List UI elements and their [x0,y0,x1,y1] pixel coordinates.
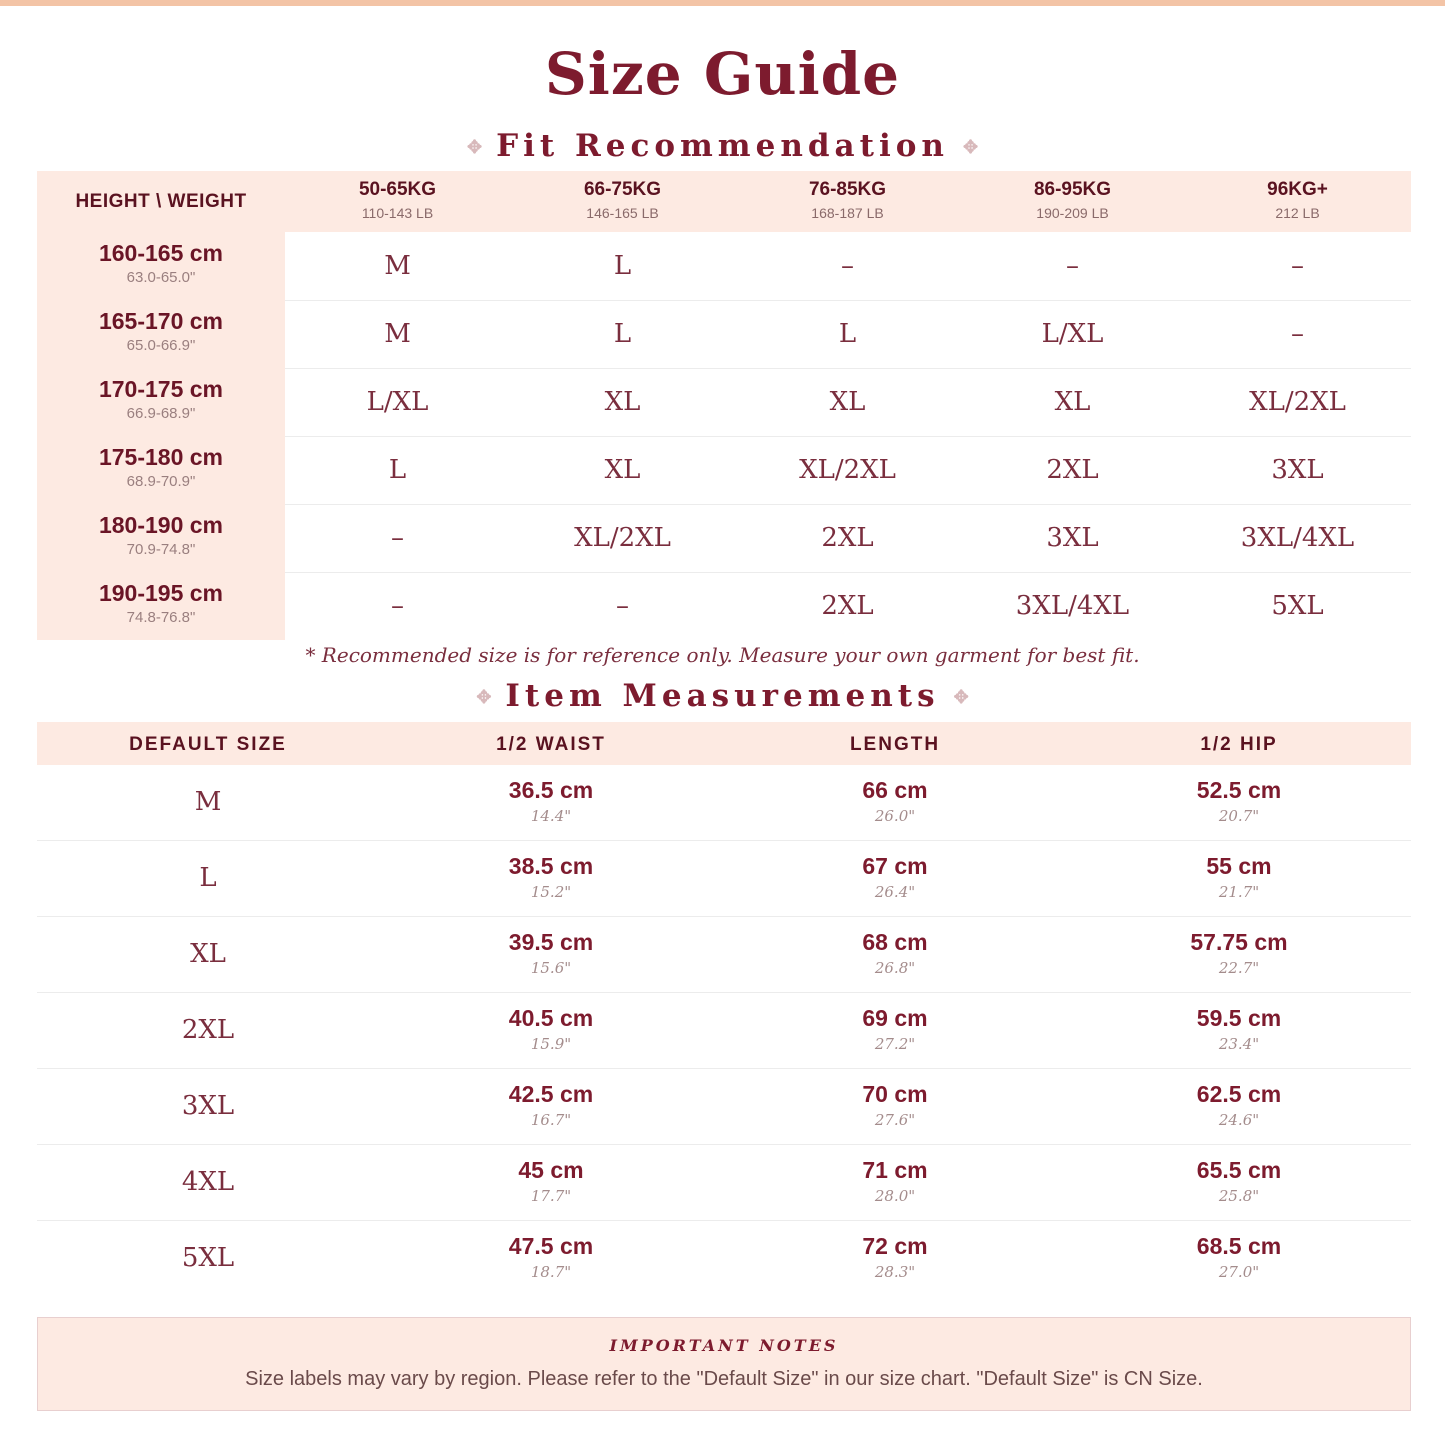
fit-row [37,504,1411,573]
height-weight-label: HEIGHT \ WEIGHT [75,191,247,212]
weight-kg: 66-75KG [583,179,662,200]
waist-cm: 40.5 cm [508,1005,594,1031]
size-label: 5XL [181,1243,235,1273]
length-cell [723,929,1067,977]
column-header: DEFAULT SIZE [129,734,287,755]
size-cell: XL [1054,387,1091,417]
waist-in: 14.4" [530,807,572,825]
height-cell [37,300,285,368]
table-row [37,993,1411,1069]
hip-in: 22.7" [1218,959,1260,977]
weight-column-header [510,179,735,221]
size-cell: XL/2XL [574,523,671,553]
waist-cm: 45 cm [518,1157,584,1183]
length-cell [723,853,1067,901]
size-cell: L [613,251,632,281]
weight-kg: 76-85KG [808,179,887,200]
waist-in: 15.9" [530,1035,572,1053]
table-row [37,765,1411,841]
column-header: LENGTH [849,734,941,755]
size-cell: 2XL [821,591,874,621]
hip-in: 24.6" [1218,1111,1260,1129]
size-cell: M [384,251,411,281]
height-cell [37,232,285,300]
waist-cm: 38.5 cm [508,853,594,879]
height-cm: 190-195 cm [98,580,224,606]
waist-cell [379,1005,723,1053]
waist-in: 18.7" [530,1263,572,1281]
ornament-icon: ✥ [466,137,483,158]
size-cell: 3XL [1046,523,1099,553]
size-cell: – [616,591,629,621]
size-cell: – [1291,319,1304,349]
weight-column-header [1185,179,1410,221]
height-cell [37,572,285,640]
height-cm: 170-175 cm [98,376,224,402]
weight-lb: 146-165 LB [586,205,659,221]
weight-column-header [735,179,960,221]
size-label: M [194,787,222,817]
height-cell [37,436,285,504]
table-row [37,1221,1411,1296]
size-cell: 2XL [821,523,874,553]
waist-cell [379,1157,723,1205]
fit-row [37,572,1411,640]
size-cell: XL/2XL [799,455,896,485]
hip-cm: 68.5 cm [1196,1233,1282,1259]
weight-kg: 86-95KG [1033,179,1112,200]
important-notes-box [37,1317,1411,1411]
hip-cell [1067,929,1411,977]
column-header: 1/2 HIP [1200,734,1278,755]
hip-in: 23.4" [1218,1035,1260,1053]
size-label: XL [190,939,226,969]
waist-in: 15.6" [530,959,572,977]
hip-in: 25.8" [1218,1187,1260,1205]
fit-heading-text: Fit Recommendation [496,128,949,164]
size-cell: M [384,319,411,349]
hip-cell [1067,777,1411,825]
length-cm: 72 cm [862,1233,928,1259]
height-cell [37,368,285,436]
waist-in: 15.2" [530,883,572,901]
length-cell [723,1081,1067,1129]
waist-cell [379,929,723,977]
length-cm: 67 cm [862,853,928,879]
table-row [37,1069,1411,1145]
weight-kg: 50-65KG [358,179,437,200]
height-cm: 165-170 cm [98,308,224,334]
weight-kg: 96KG+ [1267,179,1328,200]
fit-row [37,436,1411,505]
measurements-header [37,722,1411,765]
hip-in: 27.0" [1218,1263,1260,1281]
height-in: 63.0-65.0" [126,269,196,286]
length-cm: 69 cm [862,1005,928,1031]
waist-cm: 36.5 cm [508,777,594,803]
waist-cell [379,1081,723,1129]
waist-cm: 42.5 cm [508,1081,594,1107]
height-cm: 160-165 cm [98,240,224,266]
length-in: 27.6" [874,1111,916,1129]
size-cell: 2XL [1046,455,1099,485]
length-cell [723,777,1067,825]
hip-cell [1067,853,1411,901]
length-in: 26.8" [874,959,916,977]
length-cm: 66 cm [862,777,928,803]
size-label: L [199,863,217,893]
length-cm: 68 cm [862,929,928,955]
waist-in: 16.7" [530,1111,572,1129]
size-label: 2XL [181,1015,235,1045]
length-cell [723,1005,1067,1053]
waist-cell [379,777,723,825]
hip-cell [1067,1233,1411,1281]
height-cm: 180-190 cm [98,512,224,538]
size-cell: – [1291,251,1304,281]
hip-in: 20.7" [1218,807,1260,825]
length-in: 26.0" [874,807,916,825]
size-cell: 3XL [1271,455,1324,485]
fit-row [37,368,1411,437]
fit-table-header [37,171,1411,232]
length-in: 28.3" [874,1263,916,1281]
ornament-icon: ✥ [476,687,492,708]
column-header: 1/2 WAIST [496,734,606,755]
length-in: 27.2" [874,1035,916,1053]
hip-cm: 52.5 cm [1196,777,1282,803]
size-cell: XL [829,387,866,417]
fit-row [37,232,1411,301]
ornament-icon: ✥ [962,137,979,158]
weight-lb: 168-187 LB [811,205,884,221]
size-cell: 5XL [1271,591,1324,621]
height-cm: 175-180 cm [98,444,224,470]
table-row [37,1145,1411,1221]
hip-cm: 55 cm [1206,853,1272,879]
size-cell: XL/2XL [1249,387,1346,417]
size-cell: – [391,591,404,621]
waist-cell [379,1233,723,1281]
size-cell: XL [604,387,641,417]
weight-column-header [285,179,510,221]
length-cell [723,1233,1067,1281]
length-cm: 71 cm [862,1157,928,1183]
table-row [37,917,1411,993]
size-cell: – [1066,251,1079,281]
weight-lb: 110-143 LB [361,205,434,221]
hip-cell [1067,1005,1411,1053]
size-cell: L/XL [366,387,429,417]
size-cell: 3XL/4XL [1240,523,1355,553]
page-title: Size Guide [544,40,901,108]
hip-cm: 62.5 cm [1196,1081,1282,1107]
hip-cell [1067,1157,1411,1205]
hip-in: 21.7" [1218,883,1260,901]
height-cell [37,504,285,572]
height-in: 70.9-74.8" [126,541,196,558]
size-cell: XL [604,455,641,485]
hip-cm: 59.5 cm [1196,1005,1282,1031]
size-label: 4XL [181,1167,235,1197]
waist-cm: 39.5 cm [508,929,594,955]
measure-heading-text: Item Measurements [505,678,940,714]
top-accent-bar [0,0,1445,6]
waist-in: 17.7" [530,1187,572,1205]
length-in: 28.0" [874,1187,916,1205]
waist-cell [379,853,723,901]
weight-lb: 190-209 LB [1036,205,1109,221]
fit-disclaimer: * Recommended size is for reference only. Measure your own garment for best fit. [305,643,1140,667]
ornament-icon: ✥ [953,687,969,708]
length-in: 26.4" [874,883,916,901]
fit-row [37,300,1411,369]
height-in: 66.9-68.9" [126,405,196,422]
size-cell: L [838,319,857,349]
size-cell: – [841,251,854,281]
hip-cm: 57.75 cm [1190,929,1288,955]
weight-column-header [960,179,1185,221]
item-measurements-heading [0,678,1445,714]
hip-cm: 65.5 cm [1196,1157,1282,1183]
size-label: 3XL [181,1091,235,1121]
length-cm: 70 cm [862,1081,928,1107]
size-cell: L/XL [1041,319,1104,349]
hip-cell [1067,1081,1411,1129]
size-cell: 3XL/4XL [1015,591,1130,621]
size-cell: L [613,319,632,349]
notes-body: Size labels may vary by region. Please refer to the "Default Size" in our size chart. "Default Size" is CN Size. [245,1368,1203,1390]
height-in: 65.0-66.9" [126,337,196,354]
height-in: 68.9-70.9" [126,473,196,490]
fit-recommendation-heading [0,128,1445,164]
notes-title: IMPORTANT NOTES [609,1336,839,1355]
weight-lb: 212 LB [1275,205,1320,221]
height-in: 74.8-76.8" [126,609,196,626]
waist-cm: 47.5 cm [508,1233,594,1259]
size-cell: – [391,523,404,553]
table-row [37,841,1411,917]
length-cell [723,1157,1067,1205]
size-cell: L [388,455,407,485]
